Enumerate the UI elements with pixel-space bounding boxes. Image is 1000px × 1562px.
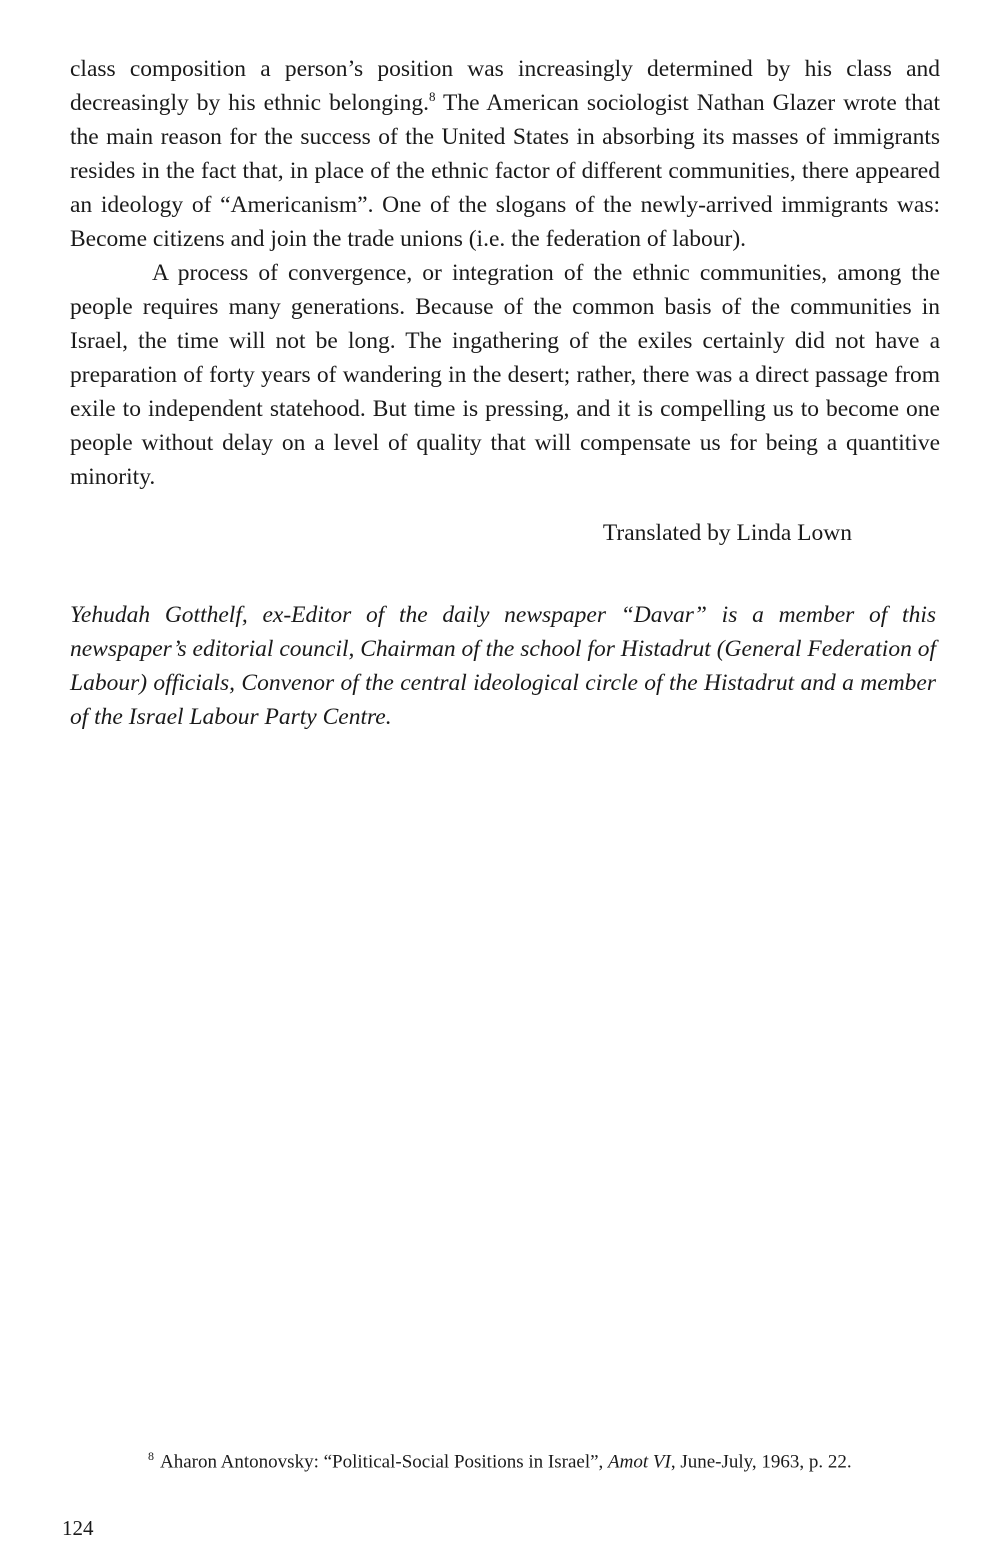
author-bio: Yehudah Gotthelf, ex-Editor of the daily newspaper “Davar” is a member of this newspaper’s editorial council, Chairman of the school for Histadrut (General Federation of Labour) officials, Convenor of the central ideological circle of the Histadrut and a member of the Israel Labour Party Centre. — [70, 602, 936, 730]
paragraph-2: A process of convergence, or integration of the ethnic communities, among the people requires many generations. Because of the common basis of the communities in Israel, the time will not be long. The ingathering of the exiles certainly did not have a preparation of forty years of wandering in the desert; rather, there was a direct passage from exile to independent statehood. But time is pressing, and it is compelling us to become one people without delay on a level of quality that will compensate us for being a quantitive minority. — [70, 260, 940, 490]
footnote-rest: , June-July, 1963, p. 22. — [670, 1451, 852, 1473]
paragraph-1-text: class composition a person’s position was increasingly determined by his class and decreasingly by his ethnic belonging. — [70, 56, 940, 116]
footnote-title: “Political-Social Positions in Israel”, — [323, 1451, 609, 1473]
footnote-author: Aharon Antonovsky: — [160, 1451, 324, 1473]
paragraph-1-text-cont: The American sociologist Nathan Glazer wrote that the main reason for the success of the United States in absorbing its masses of immigrants resides in the fact that, in place of the ethnic factor of different communities, there appeared an ideology of “Americanism”. One of the slogans of the newly-arrived immigrants was: Become citizens and join the trade unions (i.e. the federation of labour). — [70, 90, 940, 252]
paragraph-1 — [70, 52, 940, 256]
footnote-reference: 8 — [428, 89, 436, 105]
translator-credit: Translated by Linda Lown — [602, 520, 852, 546]
article-continuation — [70, 52, 940, 758]
footnote — [70, 1440, 940, 1478]
page-number: 124 — [62, 1516, 94, 1540]
footnote-marker: 8 — [148, 1449, 154, 1463]
footnote-journal: Amot VI — [608, 1451, 671, 1473]
